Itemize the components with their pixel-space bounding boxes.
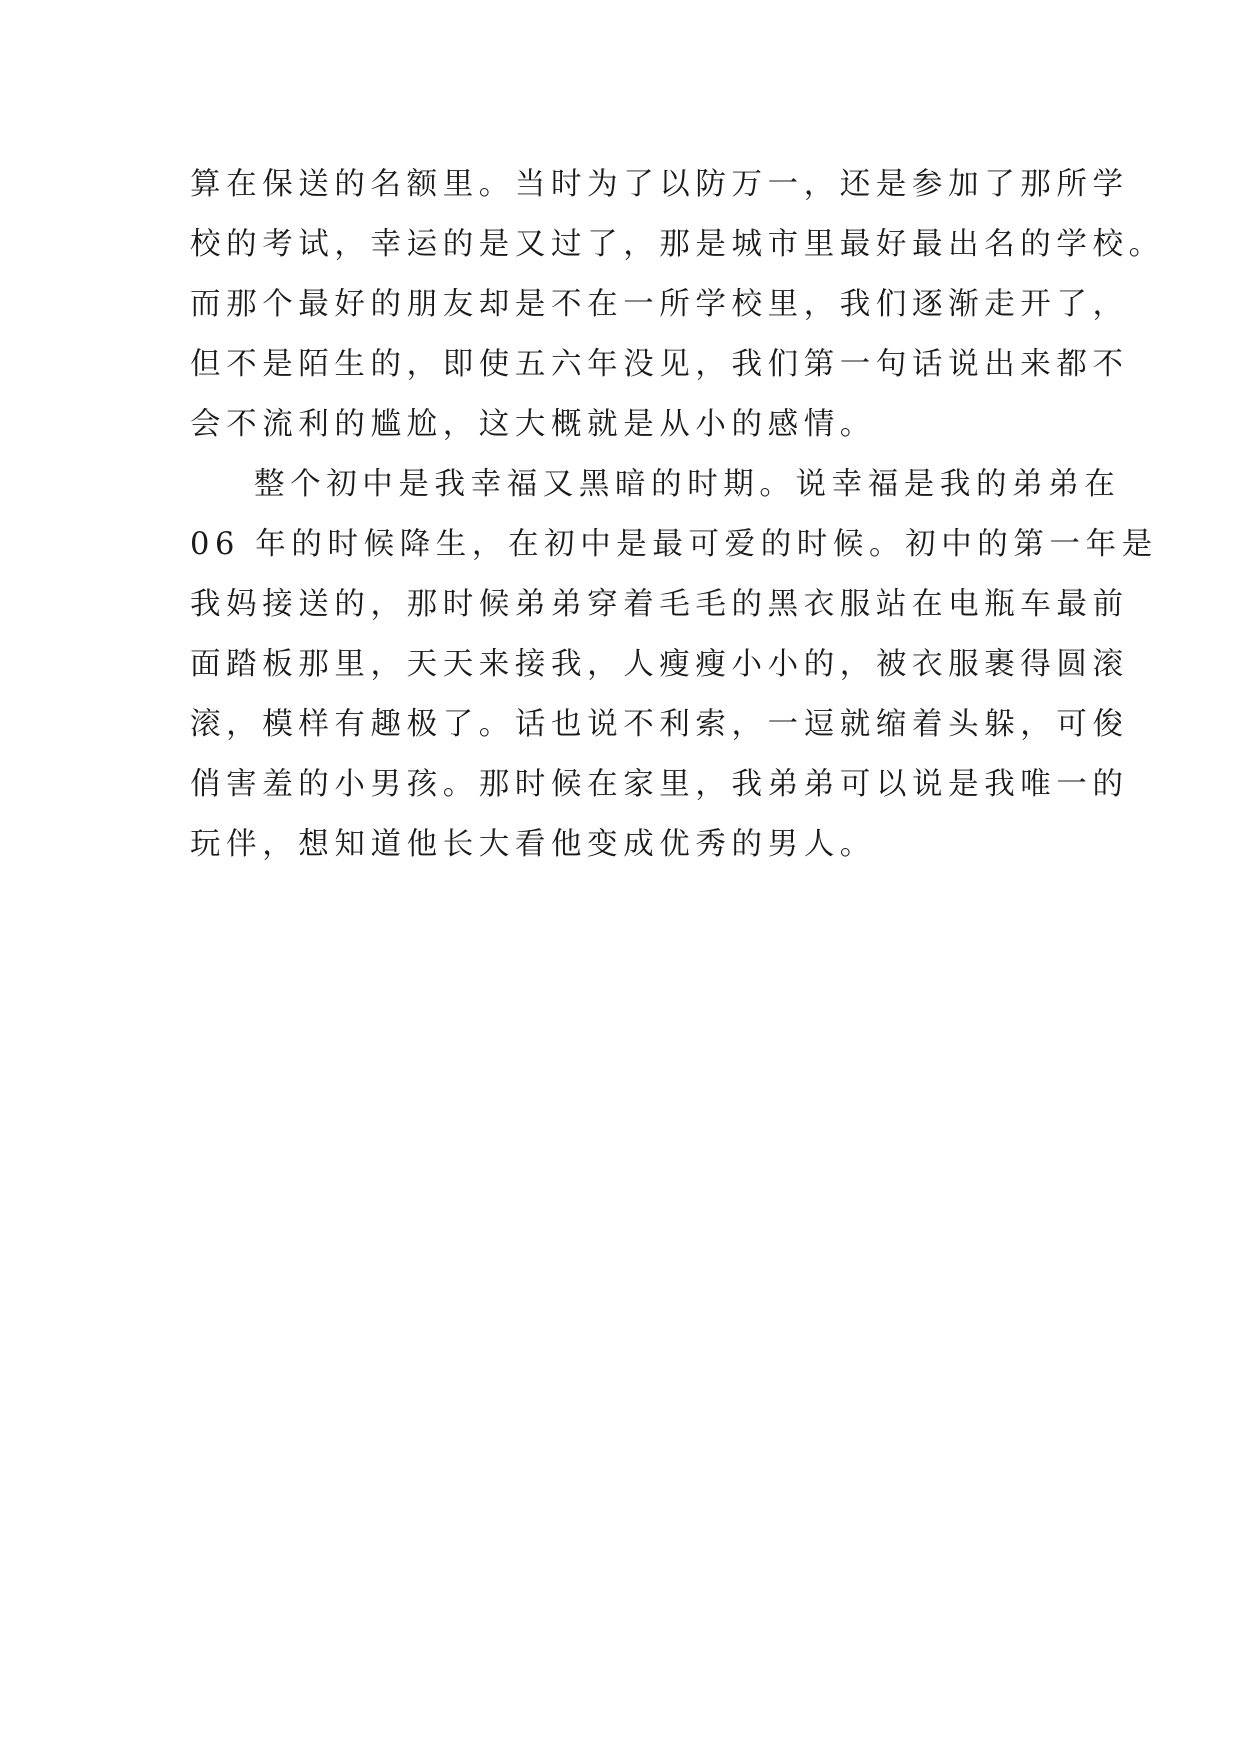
text-line: 玩伴，想知道他长大看他变成优秀的男人。 — [190, 827, 876, 862]
text-line: 算在保送的名额里。当时为了以防万一，还是参加了那所学 — [190, 167, 1129, 202]
text-line: 整个初中是我幸福又黑暗的时期。说幸福是我的弟弟在 — [254, 467, 1121, 502]
text-line: 校的考试，幸运的是又过了，那是城市里最好最出名的学校。 — [190, 227, 1165, 262]
text-line: 而那个最好的朋友却是不在一所学校里，我们逐渐走开了， — [190, 287, 1129, 322]
text-line: 06 年的时候降生，在初中是最可爱的时候。初中的第一年是 — [190, 527, 1158, 562]
text-line: 俏害羞的小男孩。那时候在家里，我弟弟可以说是我唯一的 — [190, 767, 1129, 802]
text-line: 但不是陌生的，即使五六年没见，我们第一句话说出来都不 — [190, 347, 1129, 382]
text-line: 我妈接送的，那时候弟弟穿着毛毛的黑衣服站在电瓶车最前 — [190, 587, 1129, 622]
text-line: 滚，模样有趣极了。话也说不利索，一逗就缩着头躲，可俊 — [190, 707, 1129, 742]
text-line: 会不流利的尴尬，这大概就是从小的感情。 — [190, 407, 876, 442]
text-line: 面踏板那里，天天来接我，人瘦瘦小小的，被衣服裹得圆滚 — [190, 647, 1129, 682]
